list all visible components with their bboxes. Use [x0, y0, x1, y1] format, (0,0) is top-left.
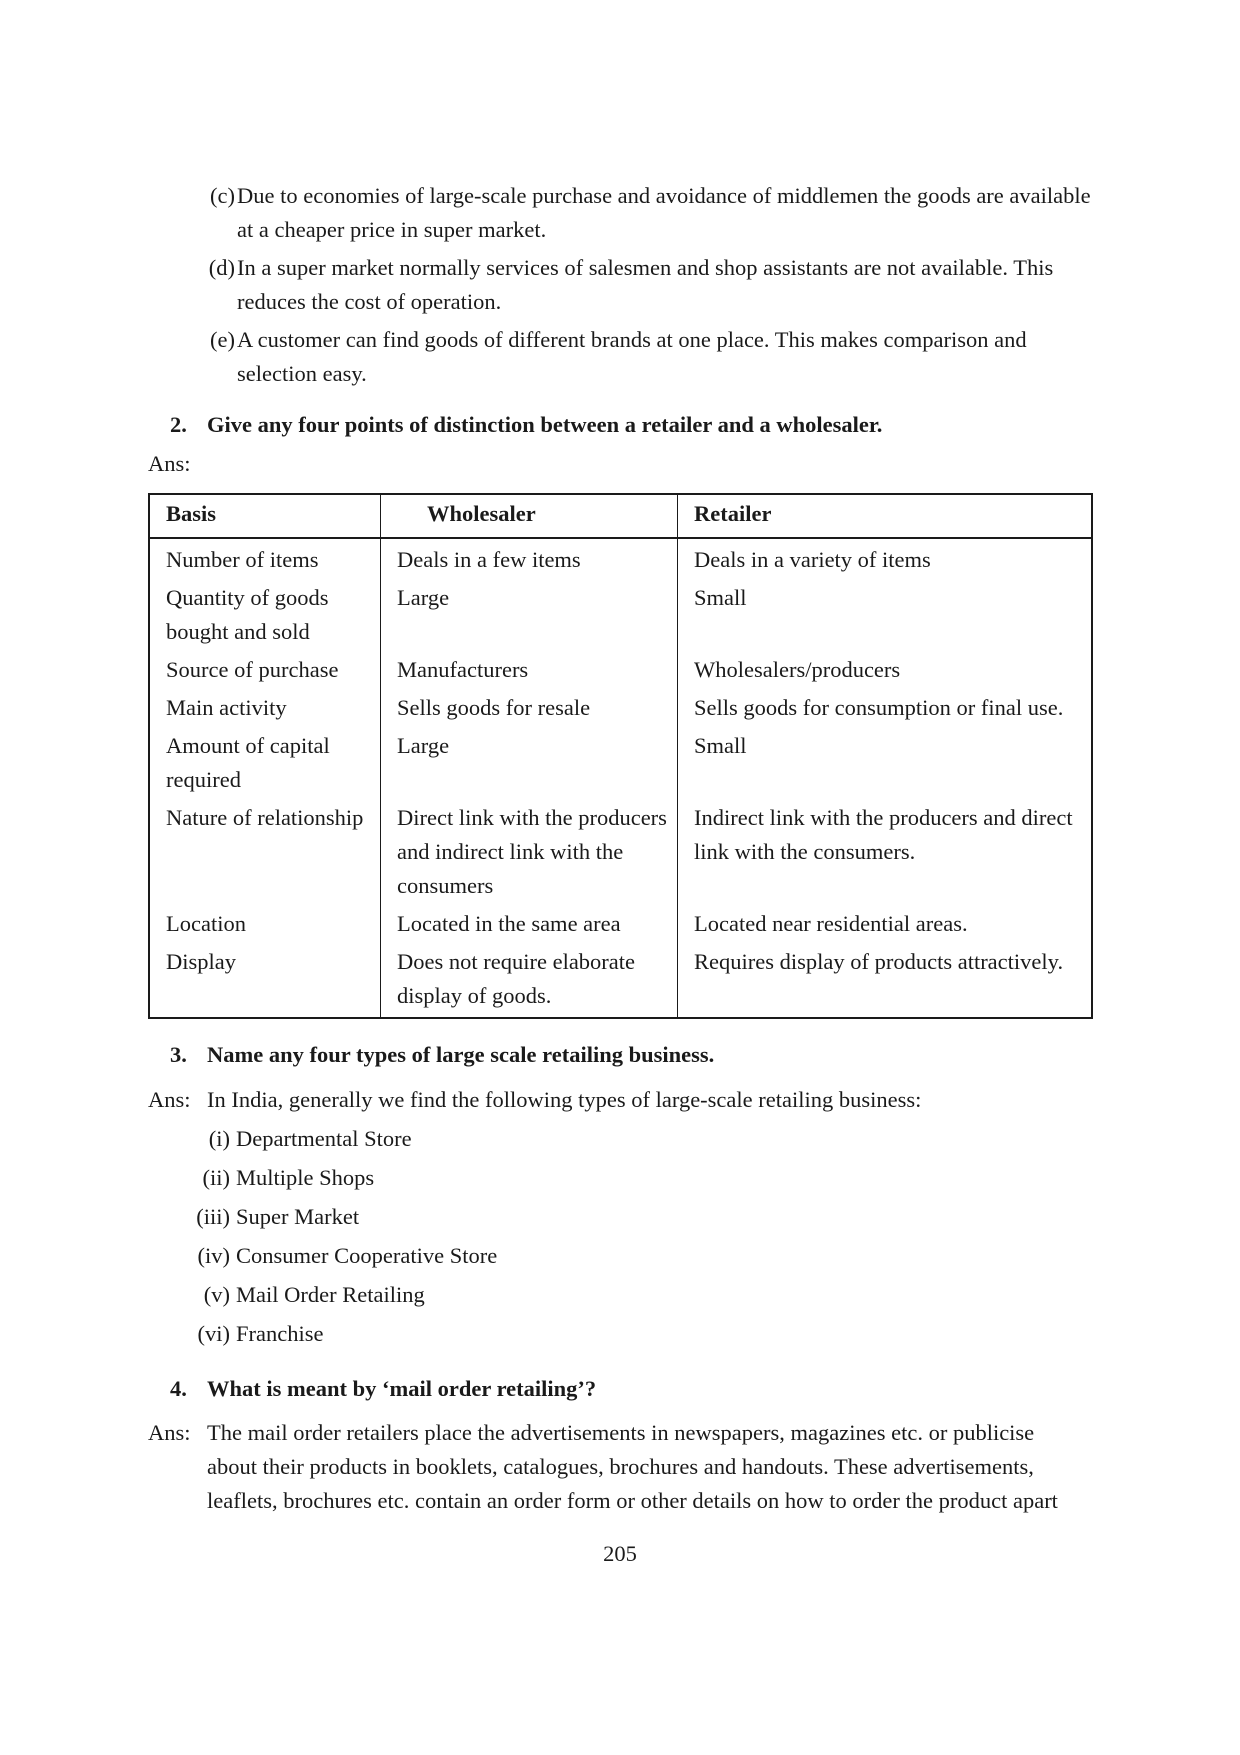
header-wholesaler: Wholesaler: [381, 494, 678, 538]
answer-label: Ans:: [148, 451, 191, 476]
table-cell-wholesaler: [381, 538, 678, 577]
cell-line: consumers: [397, 873, 494, 898]
cell-line: link with the consumers.: [694, 839, 916, 864]
question-text: Name any four types of large scale retailing business.: [207, 1042, 715, 1067]
cell-line: Display: [166, 949, 236, 974]
table-row: [149, 538, 1092, 577]
list-marker: (ii): [202, 1165, 230, 1190]
question-number: 3.: [170, 1042, 187, 1067]
table-cell-retailer: [678, 941, 1093, 1018]
table-cell-retailer: [678, 797, 1093, 903]
table-row: [149, 903, 1092, 941]
list-text: Departmental Store: [236, 1126, 412, 1151]
cell-line: display of goods.: [397, 983, 552, 1008]
cell-line: Located near residential areas.: [694, 911, 968, 936]
cell-line: Amount of capital: [166, 733, 330, 758]
table-cell-basis: [149, 903, 381, 941]
answer-label: Ans:: [148, 1420, 191, 1445]
list-marker: (i): [208, 1126, 230, 1151]
table-row: [149, 649, 1092, 687]
question-text: What is meant by ‘mail order retailing’?: [207, 1376, 597, 1401]
table-cell-basis: [149, 649, 381, 687]
table-row: [149, 797, 1092, 903]
cell-line: Large: [397, 733, 450, 758]
table-cell-wholesaler: [381, 903, 678, 941]
list-marker: (iv): [197, 1243, 230, 1268]
cell-line: required: [166, 767, 241, 792]
question-number: 2.: [170, 412, 187, 437]
list-marker: (vi): [197, 1321, 230, 1346]
cell-line: Manufacturers: [397, 657, 529, 682]
distinction-table: [148, 493, 1093, 1019]
header-retailer: Retailer: [678, 494, 1093, 538]
cell-line: Direct link with the producers: [397, 805, 667, 830]
list-text: Super Market: [236, 1204, 360, 1229]
cell-line: Location: [166, 911, 246, 936]
table-cell-basis: [149, 687, 381, 725]
cell-line: Nature of relationship: [166, 805, 364, 830]
cell-line: and indirect link with the: [397, 839, 624, 864]
table-cell-retailer: [678, 687, 1093, 725]
page-number: 205: [603, 1541, 637, 1566]
question-text: Give any four points of distinction between a retailer and a wholesaler.: [207, 412, 883, 437]
list-marker: (c): [210, 183, 235, 208]
answer-intro: In India, generally we find the following types of large-scale retailing business:: [207, 1087, 922, 1112]
cell-line: Quantity of goods: [166, 585, 329, 610]
table-cell-wholesaler: [381, 649, 678, 687]
cell-line: Requires display of products attractively.: [694, 949, 1064, 974]
table-cell-basis: [149, 797, 381, 903]
table-cell-basis: [149, 725, 381, 797]
cell-line: Deals in a few items: [397, 547, 581, 572]
table-cell-basis: [149, 577, 381, 649]
list-text: Franchise: [236, 1321, 324, 1346]
table-cell-basis: [149, 538, 381, 577]
cell-line: Deals in a variety of items: [694, 547, 931, 572]
table-cell-wholesaler: [381, 725, 678, 797]
list-text-line: A customer can find goods of different brands at one place. This makes comparison and: [237, 327, 1027, 352]
cell-line: Sells goods for consumption or final use.: [694, 695, 1064, 720]
table-cell-basis: [149, 941, 381, 1018]
table-row: [149, 577, 1092, 649]
table-cell-retailer: [678, 538, 1093, 577]
cell-line: Does not require elaborate: [397, 949, 636, 974]
table-cell-wholesaler: [381, 687, 678, 725]
list-text: Multiple Shops: [236, 1165, 375, 1190]
header-basis: Basis: [149, 494, 381, 538]
list-text-line: selection easy.: [237, 361, 367, 386]
cell-line: Small: [694, 733, 747, 758]
cell-line: Indirect link with the producers and direct: [694, 805, 1073, 830]
list-text-line: at a cheaper price in super market.: [237, 217, 547, 242]
cell-line: Main activity: [166, 695, 287, 720]
table-row: [149, 687, 1092, 725]
cell-line: Source of purchase: [166, 657, 339, 682]
table-cell-wholesaler: [381, 797, 678, 903]
list-marker: (e): [210, 327, 235, 352]
table-row: [149, 725, 1092, 797]
list-marker: (v): [203, 1282, 230, 1307]
list-text-line: reduces the cost of operation.: [237, 289, 502, 314]
list-text-line: In a super market normally services of salesmen and shop assistants are not available. This: [237, 255, 1054, 280]
table-header-row: [149, 494, 1092, 538]
cell-line: bought and sold: [166, 619, 310, 644]
answer-paragraph: [207, 1416, 1097, 1518]
cell-line: Located in the same area: [397, 911, 621, 936]
list-text: Mail Order Retailing: [236, 1282, 425, 1307]
question-number: 4.: [170, 1376, 187, 1401]
cell-line: Small: [694, 585, 747, 610]
answer-line: The mail order retailers place the advertisements in newspapers, magazines etc. or publicise: [207, 1420, 1035, 1445]
answer-label: Ans:: [148, 1087, 191, 1112]
table-cell-wholesaler: [381, 941, 678, 1018]
answer-line: about their products in booklets, catalogues, brochures and handouts. These advertisements,: [207, 1454, 1034, 1479]
cell-line: Number of items: [166, 547, 319, 572]
cell-line: Sells goods for resale: [397, 695, 591, 720]
table-row: [149, 941, 1092, 1018]
list-text-line: Due to economies of large-scale purchase and avoidance of middlemen the goods are available: [237, 183, 1091, 208]
table-cell-retailer: [678, 649, 1093, 687]
table-cell-wholesaler: [381, 577, 678, 649]
list-marker: (iii): [196, 1204, 230, 1229]
table-cell-retailer: [678, 725, 1093, 797]
cell-line: Large: [397, 585, 450, 610]
table-cell-retailer: [678, 903, 1093, 941]
table-body: [149, 538, 1092, 1018]
list-marker: (d): [208, 255, 235, 280]
table-cell-retailer: [678, 577, 1093, 649]
answer-line: leaflets, brochures etc. contain an order form or other details on how to order the product apart: [207, 1488, 1058, 1513]
list-text: Consumer Cooperative Store: [236, 1243, 498, 1268]
cell-line: Wholesalers/producers: [694, 657, 901, 682]
